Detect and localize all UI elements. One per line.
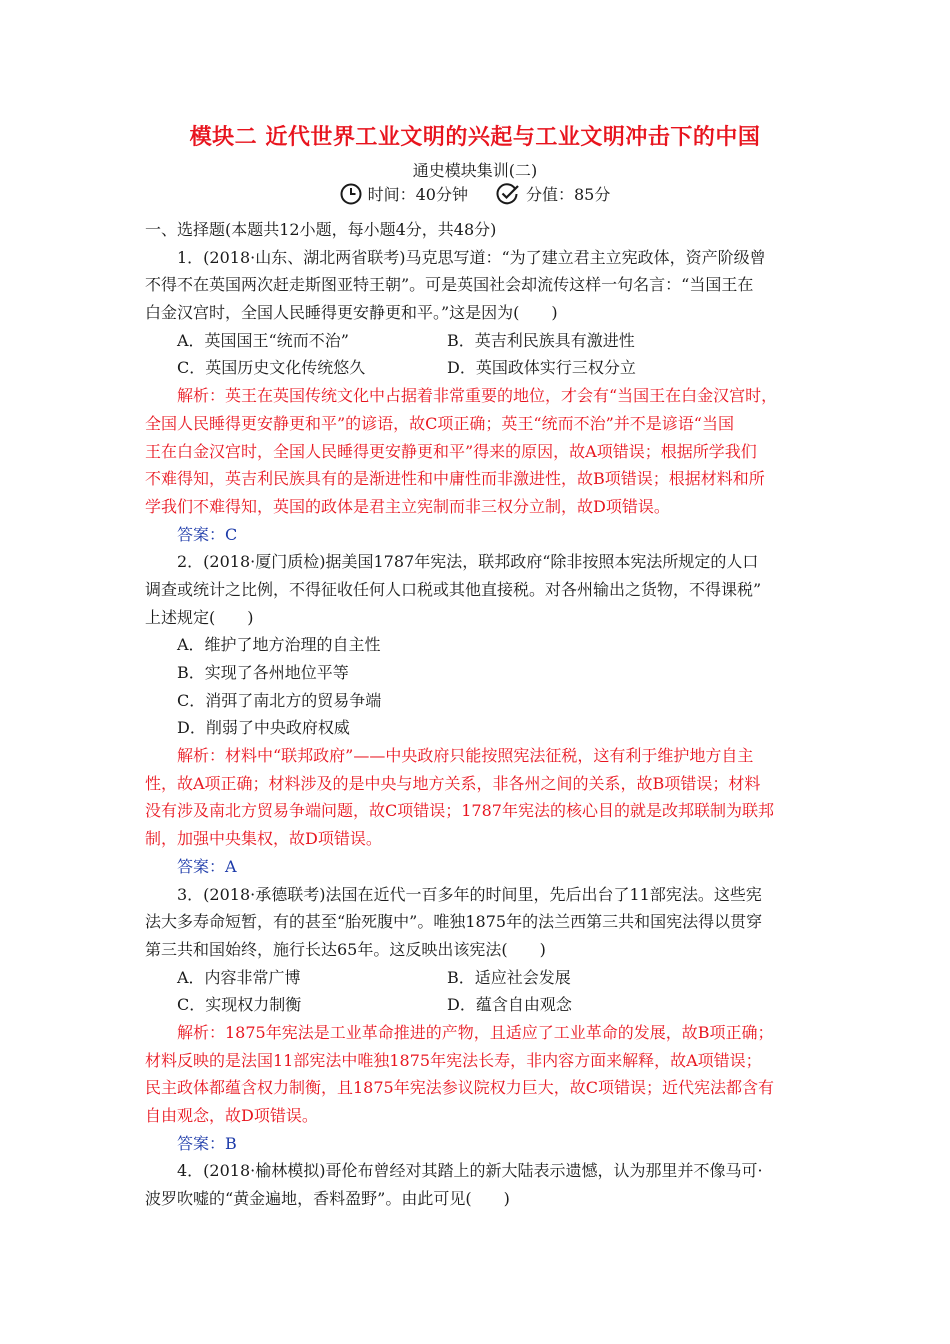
page-title: 模块二 近代世界工业文明的兴起与工业文明冲击下的中国 [189, 124, 761, 150]
question-3-stem: 第三共和国始终，施行长达65年。这反映出该宪法( ) [145, 939, 546, 959]
option-d: D．英国政体实行三权分立 [447, 358, 636, 378]
question-3-options [145, 964, 805, 992]
answer-label: 答案： [177, 1133, 226, 1153]
question-3-options [145, 991, 805, 1019]
question-2-answer [145, 853, 805, 881]
option-c: C．实现权力制衡 [177, 995, 302, 1015]
answer-value: C [225, 524, 238, 544]
option-a: A．英国国王“统而不治” [177, 330, 349, 350]
question-4-stem: 波罗吹嘘的“黄金遍地，香料盈野”。由此可见( ) [145, 1189, 510, 1209]
question-1-stem: 白金汉宫时，全国人民睡得更安静更和平。”这是因为( ) [145, 303, 558, 323]
question-1-stem: 1．(2018·山东、湖北两省联考)马克思写道：“为了建立君主立宪政体，资产阶级曾 [177, 247, 766, 267]
time-info [340, 182, 468, 205]
answer-value: B [225, 1133, 237, 1153]
question-2-analysis: 没有涉及南北方贸易争端问题，故C项错误；1787年宪法的核心目的就是改邦联制为联邦 [145, 801, 774, 821]
question-1-stem: 不得不在英国两次赶走斯图亚特王朝”。可是英国社会却流传这样一句名言：“当国王在 [145, 275, 754, 295]
option-a: A．维护了地方治理的自主性 [177, 635, 381, 655]
check-circle-icon [496, 183, 520, 205]
question-1-analysis: 学我们不难得知，英国的政体是君主立宪制而非三权分立制，故D项错误。 [145, 496, 670, 516]
question-2-stem: 上述规定( ) [145, 607, 254, 627]
question-4-stem: 4．(2018·榆林模拟)哥伦布曾经对其踏上的新大陆表示遗憾，认为那里并不像马可· [177, 1161, 763, 1181]
question-1-analysis: 王在白金汉宫时，全国人民睡得更安静更和平”得来的原因，故A项错误；根据所学我们 [145, 441, 757, 461]
clock-icon [340, 183, 362, 205]
time-text: 时间：40分钟 [367, 185, 468, 204]
question-2-analysis: 性，故A项正确；材料涉及的是中央与地方关系，非各州之间的关系，故B项错误；材料 [145, 773, 761, 793]
question-1-analysis: 全国人民睡得更安静更和平”的谚语，故C项正确；英王“统而不治”并不是谚语“当国 [145, 413, 734, 433]
question-1-answer [145, 521, 805, 549]
question-3-analysis: 材料反映的是法国11部宪法中唯独1875年宪法长寿，非内容方面来解释，故A项错误； [145, 1050, 762, 1070]
option-c: C．消弭了南北方的贸易争端 [177, 690, 382, 710]
question-3-answer [145, 1130, 805, 1158]
question-3-analysis: 民主政体都蕴含权力制衡，且1875年宪法参议院权力巨大，故C项错误；近代宪法都含有 [145, 1078, 774, 1098]
question-3-stem: 3．(2018·承德联考)法国在近代一百多年的时间里，先后出台了11部宪法。这些宪 [177, 884, 762, 904]
question-1-analysis: 不难得知，英吉利民族具有的是渐进性和中庸性而非激进性，故B项错误；根据材料和所 [145, 469, 765, 489]
score-text: 分值：85分 [526, 185, 611, 204]
question-2-analysis: 制，加强中央集权，故D项错误。 [145, 829, 382, 849]
option-c: C．英国历史文化传统悠久 [177, 358, 366, 378]
answer-value: A [225, 856, 237, 876]
question-3-analysis: 自由观念，故D项错误。 [145, 1106, 318, 1125]
question-1-options [145, 354, 805, 382]
question-2-stem: 2．(2018·厦门质检)据美国1787年宪法，联邦政府“除非按照本宪法所规定的人口 [177, 552, 759, 572]
score-info [496, 182, 610, 205]
question-1-options [145, 327, 805, 355]
answer-label: 答案： [177, 524, 226, 544]
question-2-analysis: 解析：材料中“联邦政府”——中央政府只能按照宪法征税，这有利于维护地方自主 [177, 746, 754, 766]
option-b: B．实现了各州地位平等 [177, 663, 349, 682]
option-a: A．内容非常广博 [177, 967, 301, 987]
option-d: D．削弱了中央政府权威 [177, 718, 350, 738]
question-content [145, 216, 805, 1213]
exam-meta [0, 182, 950, 205]
question-3-stem: 法大多寿命短暂，有的甚至“胎死腹中”。唯独1875年的法兰西第三共和国宪法得以贯穿 [145, 912, 763, 932]
option-b: B．适应社会发展 [447, 967, 571, 987]
option-b: B．英吉利民族具有激进性 [447, 330, 635, 350]
answer-label: 答案： [177, 856, 226, 876]
page-subtitle: 通史模块集训(二) [412, 161, 538, 180]
question-3-analysis: 解析：1875年宪法是工业革命推进的产物，且适应了工业革命的发展，故B项正确； [177, 1022, 774, 1042]
option-d: D．蕴含自由观念 [447, 995, 572, 1015]
section-heading: 一、选择题(本题共12小题，每小题4分，共48分) [145, 220, 497, 239]
question-2-stem: 调查或统计之比例，不得征收任何人口税或其他直接税。对各州输出之货物，不得课税” [145, 579, 762, 599]
question-1-analysis: 解析：英王在英国传统文化中占据着非常重要的地位，才会有“当国王在白金汉宫时， [177, 386, 778, 406]
